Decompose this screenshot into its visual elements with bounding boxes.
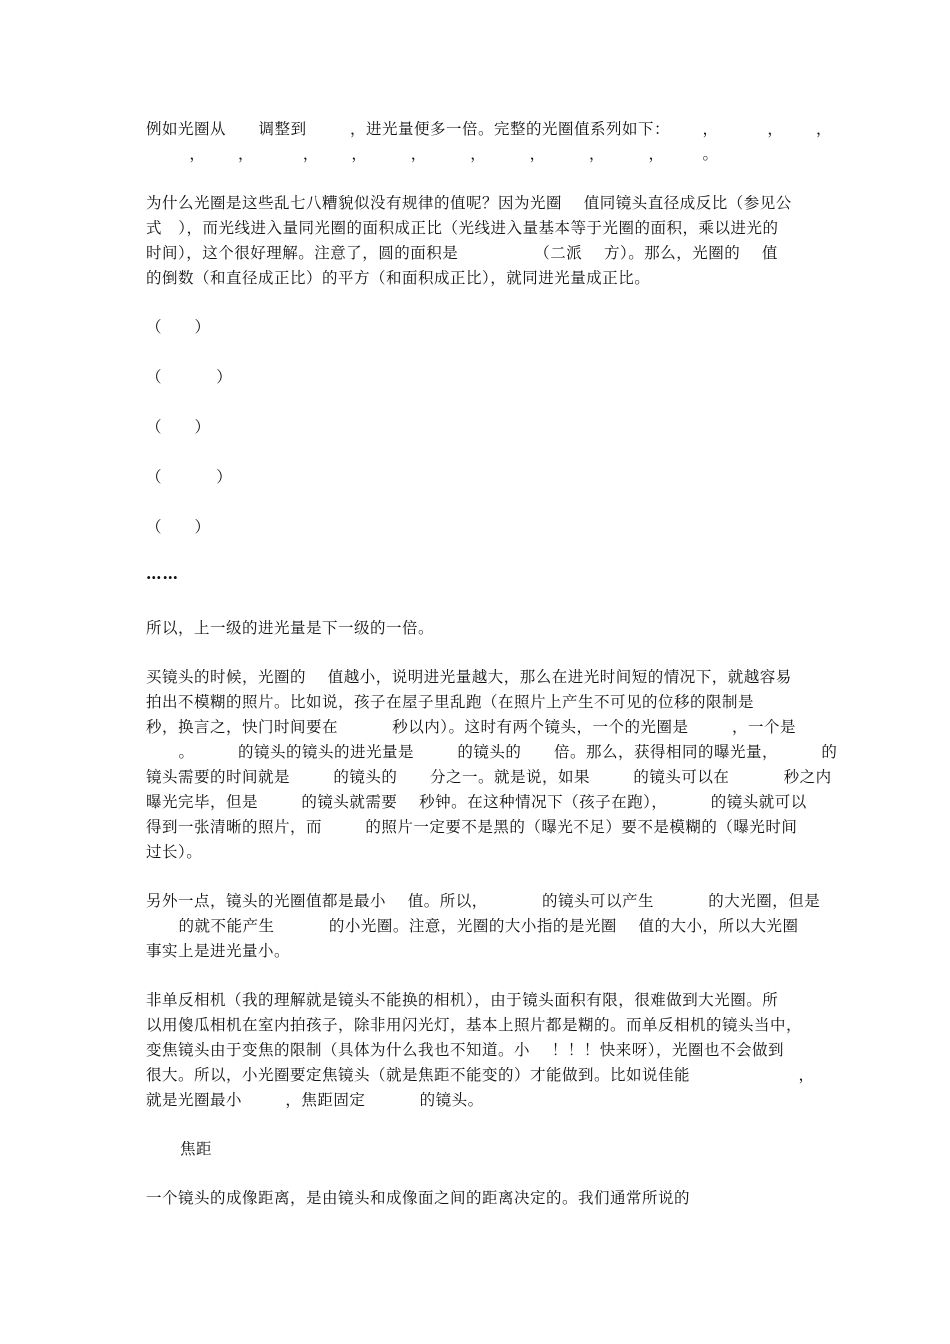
text-line: 非单反相机（我的理解就是镜头不能换的相机），由于镜头面积有限，很难做到大光圈。所 bbox=[146, 991, 779, 1009]
text-line: 得到一张清晰的照片，而 的照片一定要不是黑的（曝光不足）要不是模糊的（曝光时间 bbox=[146, 818, 798, 836]
text-line: 过长）。 bbox=[146, 843, 203, 861]
text-line: 。 的镜头的镜头的进光量是 的镜头的 倍。那么，获得相同的曝光量， 的 bbox=[146, 743, 838, 761]
text-line: 拍出不模糊的照片。比如说，孩子在屋子里乱跑（在照片上产生不可见的位移的限制是 bbox=[146, 693, 755, 711]
text-line: 买镜头的时候，光圈的 值越小，说明进光量越大，那么在进光时间短的情况下，就越容易 bbox=[146, 668, 792, 686]
text-line: 式 ），而光线进入量同光圈的面积成正比（光线进入量基本等于光圈的面积，乘以进光的 bbox=[146, 219, 779, 237]
text-line: 秒，换言之，快门时间要在 秒以内）。这时有两个镜头，一个的光圈是 ，一个是 bbox=[146, 718, 796, 736]
text-line: ， ， ， ， ， ， ， ， ， 。 bbox=[146, 145, 719, 163]
formula-line: （ ） bbox=[146, 318, 211, 336]
text-line: 很大。所以，小光圈要定焦镜头（就是焦距不能变的）才能做到。比如说佳能 ， bbox=[146, 1066, 815, 1084]
text-line: 曝光完毕，但是 的镜头就需要 秒钟。在这种情况下（孩子在跑）， 的镜头就可以 bbox=[146, 793, 807, 811]
text-line: 时间），这个很好理解。注意了，圆的面积是 （二派 方）。那么，光圈的 值 bbox=[146, 244, 778, 262]
formula-line: （ ） bbox=[146, 368, 233, 386]
section-heading: 焦距 bbox=[180, 1140, 213, 1158]
text-line: 以用傻瓜相机在室内拍孩子，除非用闪光灯，基本上照片都是糊的。而单反相机的镜头当中， bbox=[146, 1016, 803, 1034]
formula-line: （ ） bbox=[146, 418, 211, 436]
formula-line: （ ） bbox=[146, 468, 233, 486]
ellipsis: …… bbox=[146, 564, 179, 583]
text-line: 所以，上一级的进光量是下一级的一倍。 bbox=[146, 619, 435, 637]
text-line: 另外一点，镜头的光圈值都是最小 值。所以， 的镜头可以产生 的大光圈，但是 bbox=[146, 892, 821, 910]
text-line: 事实上是进光量小。 bbox=[146, 942, 291, 960]
text-line: 变焦镜头由于变焦的限制（具体为什么我也不知道。小 ！！！快来呀），光圈也不会做到 bbox=[146, 1041, 784, 1059]
text-line: 的就不能产生 的小光圈。注意，光圈的大小指的是光圈 值的大小，所以大光圈 bbox=[146, 917, 799, 935]
text-line: 的倒数（和直径成正比）的平方（和面积成正比），就同进光量成正比。 bbox=[146, 269, 651, 287]
text-line: 一个镜头的成像距离，是由镜头和成像面之间的距离决定的。我们通常所说的 bbox=[146, 1189, 691, 1207]
text-line: 例如光圈从 调整到 ，进光量便多一倍。完整的光圈值系列如下： ， ， ， bbox=[146, 120, 832, 138]
text-line: 就是光圈最小 ，焦距固定 的镜头。 bbox=[146, 1091, 484, 1109]
text-line: 为什么光圈是这些乱七八糟貌似没有规律的值呢？因为光圈 值同镜头直径成反比（参见公 bbox=[146, 194, 792, 212]
text-line: 镜头需要的时间就是 的镜头的 分之一。就是说，如果 的镜头可以在 秒之内 bbox=[146, 768, 832, 786]
formula-line: （ ） bbox=[146, 518, 211, 536]
